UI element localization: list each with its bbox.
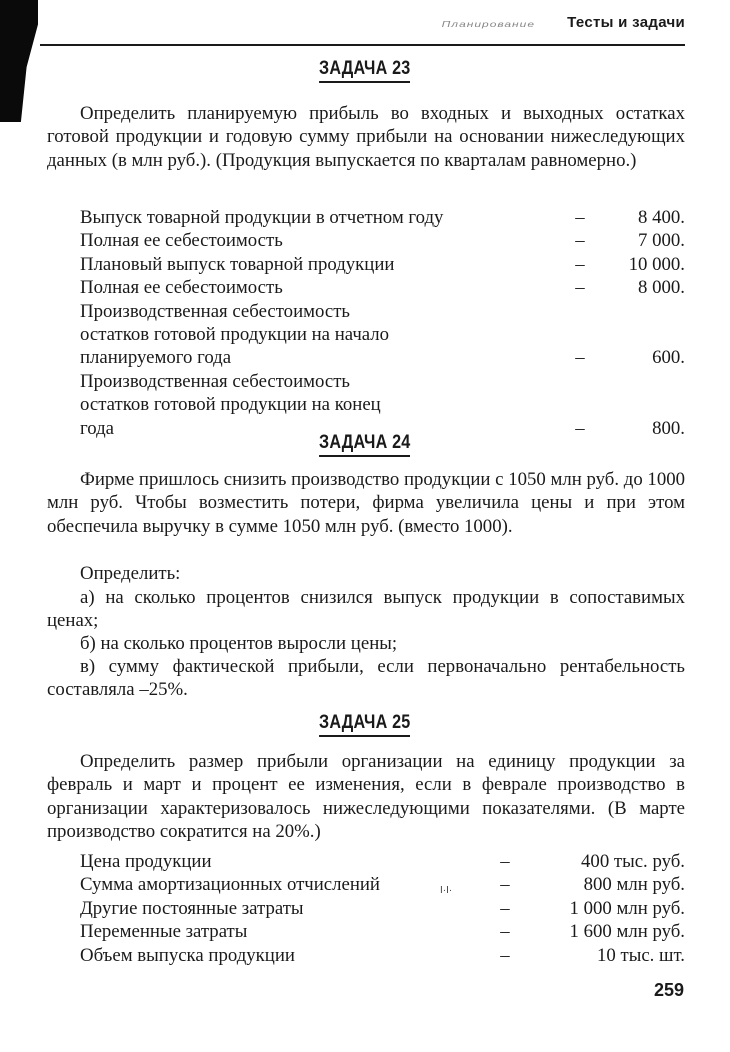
row-value: 10 тыс. шт. <box>597 944 685 966</box>
row-label: Переменные затраты <box>80 921 248 943</box>
table-row <box>80 944 685 967</box>
row-label: Полная ее себестоимость <box>80 230 283 252</box>
table-row <box>80 897 685 920</box>
table-row <box>80 873 685 896</box>
row-dash: – <box>575 230 585 252</box>
row-value: 600. <box>652 347 685 369</box>
table-row <box>80 206 685 229</box>
row-label: Выпуск товарной продукции в отчетном году <box>80 207 444 228</box>
task-24-item-b: б) на сколько процентов выросли цены; <box>80 633 398 654</box>
task-24-title-text: ЗАДАЧА 24 <box>319 432 410 457</box>
stray-scan-mark: I·I· <box>440 885 453 896</box>
row-label: Полная ее себестоимость <box>80 277 283 299</box>
header-rule <box>40 44 685 46</box>
task-25-data-table <box>80 850 685 967</box>
table-row <box>80 850 685 873</box>
task-25-title <box>0 712 730 737</box>
row-value: 800 млн руб. <box>583 874 685 896</box>
row-dash: – <box>500 874 510 896</box>
task-23-data-table <box>80 206 685 440</box>
row-label: Сумма амортизационных отчислений <box>80 874 380 896</box>
running-header-faded-text: Планирование <box>441 19 535 29</box>
task-24-item-a: а) на сколько процентов снизился выпуск продукции в сопоставимых ценах; <box>47 587 685 632</box>
task-23-text: Определить планируемую прибыль во входных и выходных остатках готовой продукции и годовую сумму прибыли на основании нижеследующих данных (в млн руб.). (Продукция выпускается по кварталам равномерно.) <box>47 103 685 171</box>
running-header <box>40 14 685 38</box>
table-row <box>80 370 685 440</box>
task-24-item-c: в) сумму фактической прибыли, если первоначально рентабельность составляла –25%. <box>47 656 685 701</box>
table-row <box>80 920 685 943</box>
row-dash: – <box>500 921 510 943</box>
row-dash: – <box>575 207 585 228</box>
row-label: Объем выпуска продукции <box>80 944 295 966</box>
task-25-title-text: ЗАДАЧА 25 <box>319 712 410 737</box>
row-value: 8 400. <box>638 207 685 228</box>
task-24-title <box>0 432 730 457</box>
row-label: Производственная себестоимость остатков готовой продукции на начало планируемого года <box>80 300 390 369</box>
row-value: 7 000. <box>638 230 685 252</box>
row-dash: – <box>500 897 510 919</box>
row-label: Производственная себестоимость остатков готовой продукции на конец года <box>80 370 381 439</box>
row-dash: – <box>575 277 585 299</box>
row-dash: – <box>575 347 585 369</box>
table-row <box>80 276 685 299</box>
page-number: 259 <box>653 980 684 1000</box>
task-23-title <box>0 58 730 83</box>
running-header-section-title: Тесты и задачи <box>567 14 685 31</box>
task-24-text: Фирме пришлось снизить производство продукции с 1050 млн руб. до 1000 млн руб. Чтобы возместить потери, фирма увеличила цены и при этом обеспечила выручку в сумме 1050 млн руб. (вместо 1000). <box>47 469 685 537</box>
row-dash: – <box>575 253 585 275</box>
row-value: 10 000. <box>628 253 685 275</box>
row-dash: – <box>500 944 510 966</box>
row-value: 8 000. <box>638 277 685 299</box>
row-dash: – <box>500 851 510 872</box>
task-25-text: Определить размер прибыли организации на единицу продукции за февраль и март и процент ее изменения, если в феврале производство в организации характеризовалось нижеследующими показателями. (В марте производство сократится на 20%.) <box>47 751 685 843</box>
row-dash: – <box>575 417 585 439</box>
table-row <box>80 229 685 252</box>
row-value: 800. <box>652 417 685 439</box>
table-row <box>80 300 685 370</box>
task-24-determine: Определить: <box>80 563 181 584</box>
row-value: 1 000 млн руб. <box>569 897 685 919</box>
row-label: Другие постоянные затраты <box>80 897 304 919</box>
table-row <box>80 253 685 276</box>
row-label: Плановый выпуск товарной продукции <box>80 253 395 275</box>
row-label: Цена продукции <box>80 851 212 872</box>
task-23-title-text: ЗАДАЧА 23 <box>319 58 410 83</box>
row-value: 400 тыс. руб. <box>581 851 685 872</box>
row-value: 1 600 млн руб. <box>569 921 685 943</box>
